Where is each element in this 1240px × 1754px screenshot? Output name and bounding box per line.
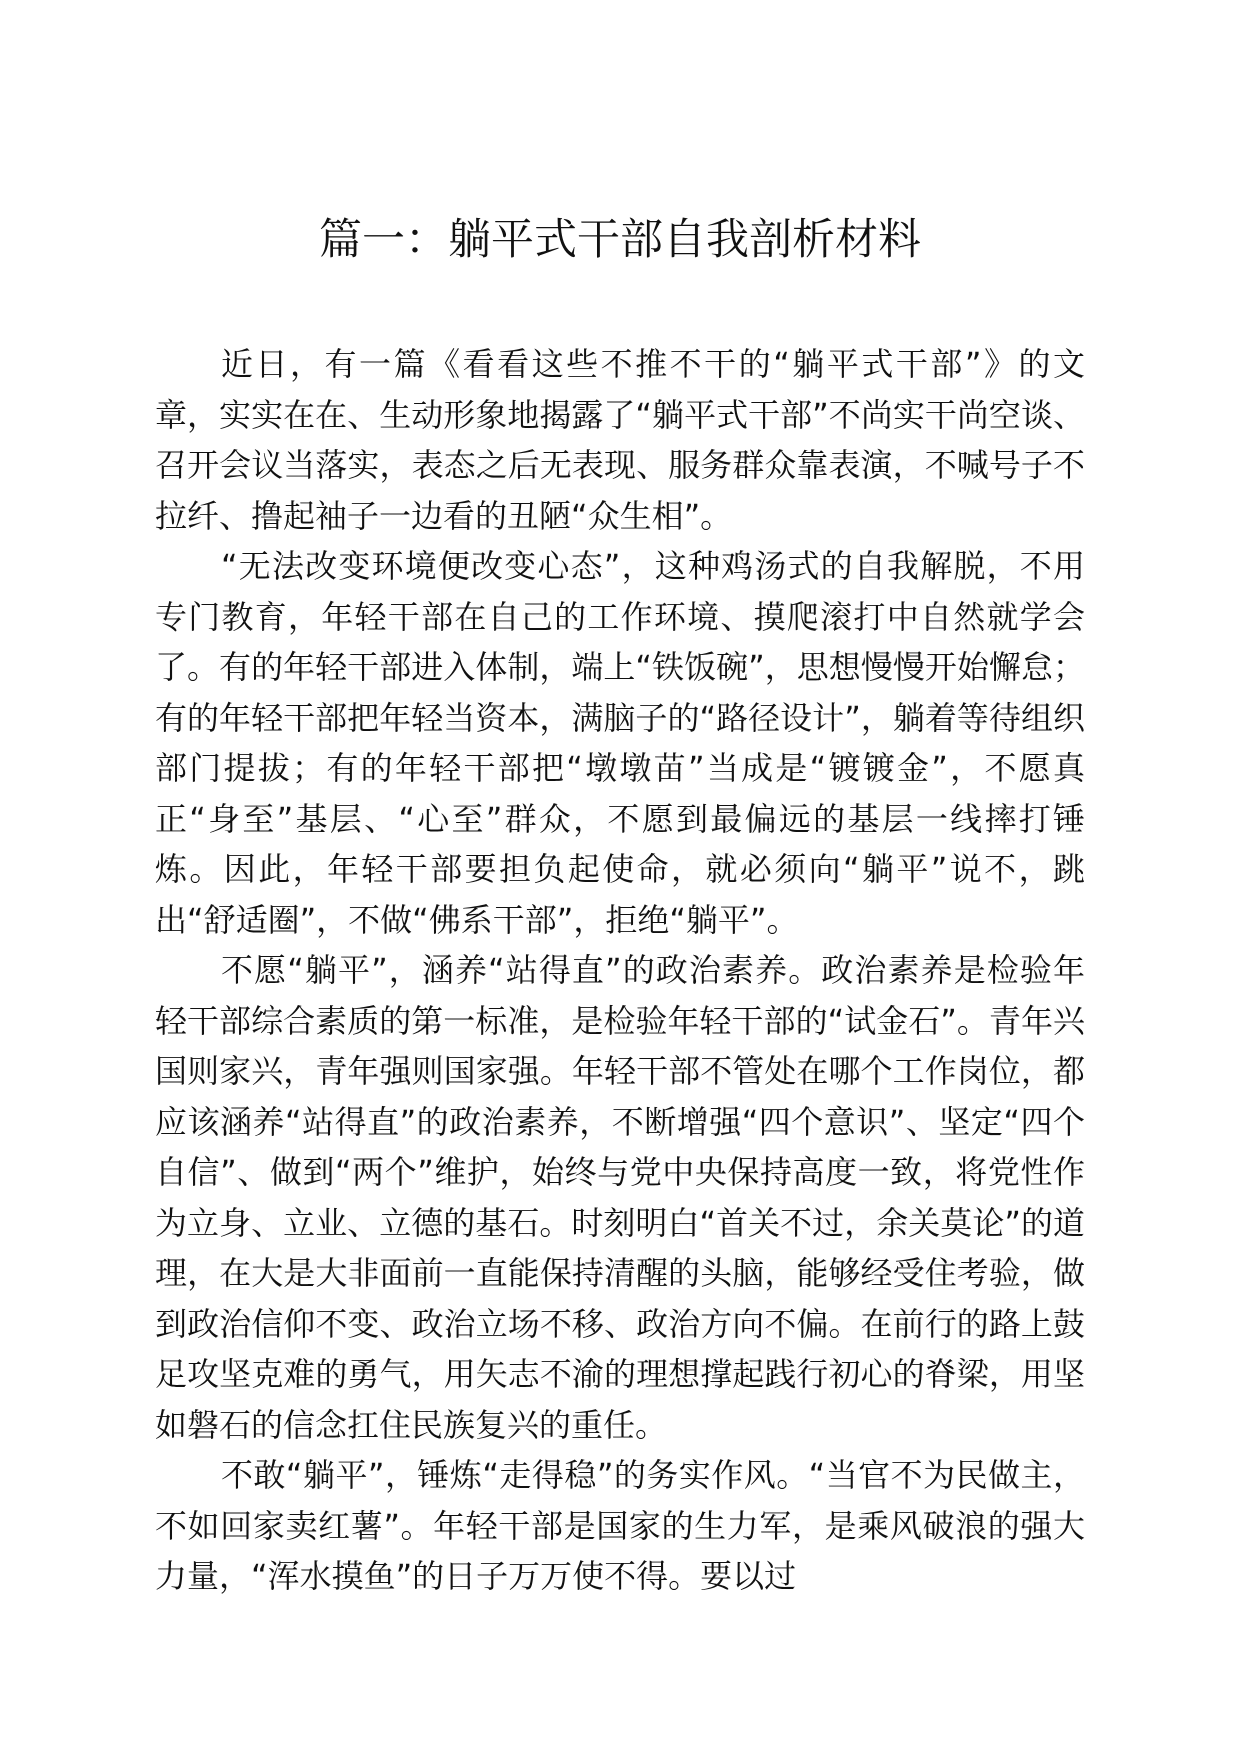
paragraph-2: “无法改变环境便改变心态”，这种鸡汤式的自我解脱，不用专门教育，年轻干部在自己的工作环境、摸爬滚打中自然就学会了。有的年轻干部进入体制，端上“铁饭碗”，思想慢慢开始懈怠；有的年轻干部把年轻当资本，满脑子的“路径设计”，躺着等待组织部门提拔；有的年轻干部把“墩墩苗”当成是“镀镀金”，不愿真正“身至”基层、“心至”群众，不愿到最偏远的基层一线摔打锤炼。因此，年轻干部要担负起使命，就必须向“躺平”说不，跳出“舒适圈”，不做“佛系干部”，拒绝“躺平”。 <box>155 547 1085 939</box>
paragraph-4: 不敢“躺平”，锤炼“走得稳”的务实作风。“当官不为民做主，不如回家卖红薯”。年轻干部是国家的生力军，是乘风破浪的强大力量，“浑水摸鱼”的日子万万使不得。要以过 <box>155 1456 1085 1595</box>
document-body <box>155 339 1085 1602</box>
paragraph-3: 不愿“躺平”，涵养“站得直”的政治素养。政治素养是检验年轻干部综合素质的第一标准，是检验年轻干部的“试金石”。青年兴国则家兴，青年强则国家强。年轻干部不管处在哪个工作岗位，都应该涵养“站得直”的政治素养，不断增强“四个意识”、坚定“四个自信”、做到“两个”维护，始终与党中央保持高度一致，将党性作为立身、立业、立德的基石。时刻明白“首关不过，余关莫论”的道理，在大是大非面前一直能保持清醒的头脑，能够经受住考验，做到政治信仰不变、政治立场不移、政治方向不偏。在前行的路上鼓足攻坚克难的勇气，用矢志不渝的理想撑起践行初心的脊梁，用坚如磐石的信念扛住民族复兴的重任。 <box>155 951 1085 1444</box>
paragraph-1: 近日，有一篇《看看这些不推不干的“躺平式干部”》的文章，实实在在、生动形象地揭露了“躺平式干部”不尚实干尚空谈、召开会议当落实，表态之后无表现、服务群众靠表演，不喊号子不拉纤、撸起袖子一边看的丑陋“众生相”。 <box>155 345 1085 535</box>
document-title: 篇一：躺平式干部自我剖析材料 <box>319 215 921 265</box>
